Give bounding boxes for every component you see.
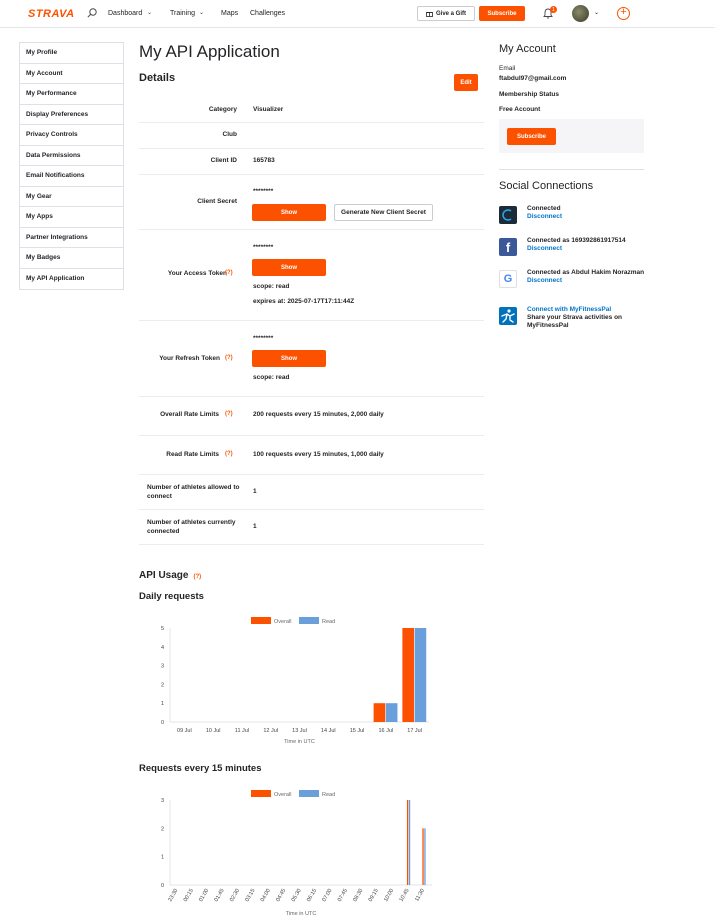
show-refresh-token-button[interactable]: Show bbox=[252, 350, 326, 367]
strava-logo[interactable]: STRAVA bbox=[28, 8, 75, 20]
x-tick-label: 07:00 bbox=[321, 888, 334, 903]
y-tick-label: 2 bbox=[160, 682, 164, 689]
chevron-down-icon: ⌄ bbox=[147, 10, 153, 16]
quarter-requests-chart bbox=[139, 783, 439, 918]
facebook-connection bbox=[527, 237, 647, 253]
x-tick-label: 04:00 bbox=[259, 888, 272, 903]
bar bbox=[407, 800, 408, 885]
bar bbox=[409, 800, 410, 885]
sidebar-item-my-api-application[interactable]: My API Application bbox=[26, 275, 85, 283]
y-tick-label: 3 bbox=[160, 798, 164, 804]
help-link[interactable]: (?) bbox=[193, 574, 202, 580]
email-label: Email bbox=[499, 65, 516, 72]
client-secret-label: Client Secret bbox=[197, 198, 237, 205]
sidebar-item-email-notifications[interactable]: Email Notifications bbox=[20, 166, 123, 187]
divider bbox=[139, 174, 484, 175]
client-id-label: Client ID bbox=[210, 157, 237, 164]
sidebar-item-my-gear[interactable]: My Gear bbox=[20, 187, 123, 208]
y-tick-label: 0 bbox=[160, 720, 164, 726]
x-tick-label: 11:30 bbox=[414, 888, 427, 903]
myfitnesspal-connection bbox=[527, 306, 647, 330]
x-tick-label: 13 Jul bbox=[292, 728, 307, 734]
athletes-connected-label: Number of athletes currently connected bbox=[147, 519, 236, 535]
daily-requests-chart bbox=[139, 610, 439, 750]
notification-badge: 1 bbox=[550, 6, 557, 13]
settings-sidebar bbox=[19, 42, 124, 290]
nav-maps[interactable]: Maps bbox=[221, 10, 239, 17]
divider bbox=[139, 509, 484, 510]
gift-icon bbox=[426, 10, 433, 17]
membership-value: Free Account bbox=[499, 106, 541, 113]
chevron-down-icon: ⌄ bbox=[199, 10, 205, 16]
access-token-label-text: Your Access Token bbox=[167, 270, 227, 277]
x-tick-label: 07:45 bbox=[336, 888, 349, 903]
client-id-value: 165783 bbox=[253, 157, 275, 164]
x-tick-label: 08:30 bbox=[352, 888, 365, 903]
page-title: My API Application bbox=[139, 42, 280, 61]
sidebar-item-my-apps[interactable]: My Apps bbox=[20, 207, 123, 228]
avatar[interactable] bbox=[572, 5, 589, 22]
club-label: Club bbox=[222, 131, 237, 138]
sidebar-item-data-permissions[interactable]: Data Permissions bbox=[20, 146, 123, 167]
help-link[interactable]: (?) bbox=[225, 355, 233, 361]
nav-training[interactable]: Training bbox=[170, 10, 196, 17]
divider bbox=[139, 435, 484, 436]
x-tick-label: 10:45 bbox=[398, 888, 411, 903]
bar bbox=[415, 628, 427, 722]
athletes-connected-value: 1 bbox=[253, 523, 257, 530]
x-tick-label: 15 Jul bbox=[349, 728, 365, 734]
x-tick-label: 01:45 bbox=[213, 888, 226, 903]
google-connection bbox=[527, 269, 647, 285]
x-tick-label: 09:15 bbox=[367, 888, 380, 903]
access-token-expires: expires at: 2025-07-17T17:11:44Z bbox=[253, 298, 355, 305]
overall-rate-label: Overall Rate Limits bbox=[160, 411, 219, 418]
garmin-icon bbox=[499, 206, 517, 224]
x-tick-label: 02:30 bbox=[229, 888, 242, 903]
legend-swatch bbox=[299, 617, 319, 624]
quarter-requests-heading: Requests every 15 minutes bbox=[139, 763, 262, 774]
category-value: Visualizer bbox=[253, 106, 284, 113]
athletes-allowed-label: Number of athletes allowed to connect bbox=[147, 484, 240, 500]
chevron-down-icon[interactable]: ⌄ bbox=[594, 10, 600, 16]
edit-button[interactable]: Edit bbox=[454, 74, 478, 91]
help-link[interactable]: (?) bbox=[225, 411, 233, 417]
x-tick-label: 23:30 bbox=[167, 888, 180, 903]
x-axis-label: Time in UTC bbox=[284, 739, 315, 745]
overall-rate-value: 200 requests every 15 minutes, 2,000 daily bbox=[253, 411, 384, 418]
access-token-scope: scope: read bbox=[253, 283, 290, 290]
show-client-secret-button[interactable]: Show bbox=[252, 204, 326, 221]
x-tick-label: 01:00 bbox=[198, 888, 211, 903]
search-icon[interactable] bbox=[87, 8, 97, 18]
refresh-token-label: Your Refresh Token bbox=[159, 355, 220, 362]
subscribe-button[interactable]: Subscribe bbox=[479, 6, 525, 21]
access-token-value: ******** bbox=[253, 244, 274, 251]
nav-dashboard[interactable]: Dashboard bbox=[108, 10, 143, 17]
myfitnesspal-description: Share your Strava activities on MyFitnessPal bbox=[527, 314, 623, 329]
y-tick-label: 4 bbox=[160, 644, 164, 651]
category-label: Category bbox=[208, 106, 237, 113]
google-status: Connected as Abdul Hakim Norazman bbox=[527, 269, 645, 276]
membership-label: Membership Status bbox=[499, 91, 559, 98]
client-secret-value: ******** bbox=[253, 188, 274, 195]
access-token-label bbox=[127, 270, 227, 277]
divider bbox=[139, 229, 484, 230]
refresh-token-scope: scope: read bbox=[253, 374, 290, 381]
x-tick-label: 05:30 bbox=[290, 888, 303, 903]
top-nav bbox=[0, 0, 715, 28]
divider bbox=[139, 396, 484, 397]
y-tick-label: 1 bbox=[160, 701, 164, 708]
legend-swatch bbox=[251, 790, 271, 797]
garmin-disconnect-link[interactable]: Disconnect bbox=[527, 213, 563, 220]
x-axis-label: Time in UTC bbox=[285, 911, 317, 917]
bar bbox=[424, 828, 425, 885]
myfitnesspal-connect-link[interactable]: Connect with MyFitnessPal bbox=[527, 306, 612, 313]
x-tick-label: 16 Jul bbox=[378, 728, 394, 734]
facebook-disconnect-link[interactable]: Disconnect bbox=[527, 245, 563, 252]
email-value: ftabdul97@gmail.com bbox=[499, 75, 567, 82]
x-tick-label: 12 Jul bbox=[263, 728, 279, 734]
garmin-status: Connected bbox=[527, 205, 561, 212]
myfitnesspal-icon bbox=[499, 307, 517, 325]
bar bbox=[422, 828, 423, 885]
generate-client-secret-button[interactable]: Generate New Client Secret bbox=[334, 204, 433, 221]
sidebar-item-privacy-controls[interactable]: Privacy Controls bbox=[20, 125, 123, 146]
facebook-icon: f bbox=[499, 238, 517, 256]
legend-label: Overall bbox=[274, 619, 292, 625]
details-heading: Details bbox=[139, 72, 176, 84]
api-usage-heading bbox=[139, 570, 201, 581]
social-connections-title: Social Connections bbox=[499, 180, 594, 192]
google-disconnect-link[interactable]: Disconnect bbox=[527, 277, 563, 284]
garmin-connection bbox=[527, 205, 647, 221]
x-tick-label: 11 Jul bbox=[234, 728, 250, 734]
y-tick-label: 3 bbox=[160, 663, 164, 670]
sidebar-item-my-performance[interactable]: My Performance bbox=[20, 84, 123, 105]
legend-label: Read bbox=[322, 792, 336, 798]
divider bbox=[139, 320, 484, 321]
sidebar-item-my-account[interactable]: My Account bbox=[20, 64, 123, 85]
x-tick-label: 17 Jul bbox=[407, 728, 422, 734]
bar bbox=[374, 703, 386, 722]
my-account-title: My Account bbox=[499, 43, 556, 55]
divider bbox=[499, 169, 644, 170]
x-tick-label: 10:00 bbox=[383, 888, 396, 903]
refresh-token-value: ******** bbox=[253, 335, 274, 342]
x-tick-label: 10 Jul bbox=[205, 728, 221, 734]
show-access-token-button[interactable]: Show bbox=[252, 259, 326, 276]
read-rate-value: 100 requests every 15 minutes, 1,000 daily bbox=[253, 451, 384, 458]
y-tick-label: 0 bbox=[160, 883, 164, 889]
divider bbox=[139, 122, 484, 123]
read-rate-label: Read Rate Limits bbox=[166, 451, 219, 458]
bar bbox=[386, 703, 398, 722]
give-gift-button[interactable] bbox=[417, 6, 475, 21]
plus-icon[interactable]: + bbox=[617, 7, 630, 20]
legend-label: Read bbox=[322, 619, 336, 625]
x-tick-label: 03:15 bbox=[244, 888, 257, 903]
legend-swatch bbox=[299, 790, 319, 797]
divider bbox=[139, 544, 484, 545]
y-tick-label: 2 bbox=[160, 826, 164, 833]
x-tick-label: 14 Jul bbox=[320, 728, 336, 734]
legend-swatch bbox=[251, 617, 271, 624]
divider bbox=[139, 474, 484, 475]
facebook-status: Connected as 1693928619175​14 bbox=[527, 237, 626, 244]
subscribe-button[interactable]: Subscribe bbox=[507, 128, 556, 145]
daily-requests-heading: Daily requests bbox=[139, 591, 204, 602]
x-tick-label: 00:15 bbox=[182, 888, 195, 903]
x-tick-label: 06:15 bbox=[306, 888, 319, 903]
nav-challenges[interactable]: Challenges bbox=[250, 10, 286, 17]
x-tick-label: 09 Jul bbox=[177, 728, 192, 734]
athletes-allowed-value: 1 bbox=[253, 488, 257, 495]
divider bbox=[139, 148, 484, 149]
sidebar-item-display-preferences[interactable]: Display Preferences bbox=[20, 105, 123, 126]
sidebar-item-my-profile[interactable]: My Profile bbox=[20, 43, 123, 64]
y-tick-label: 1 bbox=[160, 854, 164, 861]
give-gift-label: Give a Gift bbox=[435, 10, 466, 17]
sidebar-item-partner-integrations[interactable]: Partner Integrations bbox=[20, 228, 123, 249]
help-link[interactable]: (?) bbox=[225, 451, 233, 457]
sidebar-item-my-badges[interactable]: My Badges bbox=[20, 248, 123, 269]
legend-label: Overall bbox=[274, 792, 292, 798]
google-icon: G bbox=[499, 270, 517, 288]
y-tick-label: 5 bbox=[160, 626, 164, 632]
help-link[interactable]: (?) bbox=[225, 270, 233, 276]
bar bbox=[402, 628, 414, 722]
x-tick-label: 04:45 bbox=[275, 888, 288, 903]
api-usage-heading-text: API Usage bbox=[139, 570, 189, 581]
